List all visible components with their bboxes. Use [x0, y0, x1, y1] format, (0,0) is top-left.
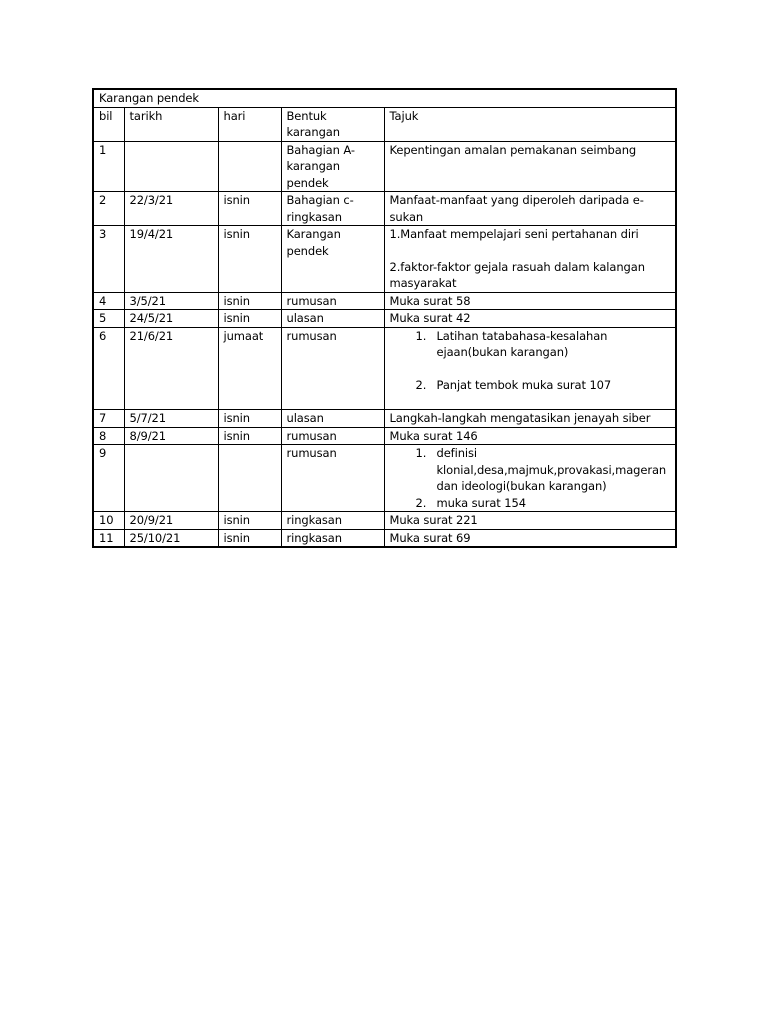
cell-bentuk: ringkasan	[281, 529, 384, 547]
table-row	[93, 226, 676, 293]
list-text: Latihan tatabahasa-kesalahan ejaan(bukan karangan)	[436, 328, 608, 359]
cell-tajuk: Langkah-langkah mengatasikan jenayah siber	[384, 410, 676, 428]
numbered-list	[390, 445, 672, 511]
cell-bil: 7	[93, 410, 124, 428]
cell-tajuk: Muka surat 146	[384, 427, 676, 445]
table-row	[93, 410, 676, 428]
header-hari: hari	[218, 107, 281, 141]
table-caption-row	[93, 89, 676, 107]
cell-bentuk: rumusan	[281, 445, 384, 512]
list-item	[415, 495, 672, 512]
cell-hari: isnin	[218, 292, 281, 310]
cell-hari	[218, 445, 281, 512]
cell-tajuk	[384, 226, 676, 293]
cell-tarikh: 8/9/21	[124, 427, 218, 445]
table-caption: Karangan pendek	[93, 89, 676, 107]
cell-hari: isnin	[218, 310, 281, 328]
table-row	[93, 529, 676, 547]
list-text: Panjat tembok muka surat 107	[436, 377, 612, 392]
table-row	[93, 141, 676, 192]
tajuk-paragraph: 2.faktor-faktor gejala rasuah dalam kalangan masyarakat	[389, 259, 645, 290]
cell-bentuk: rumusan	[281, 327, 384, 410]
cell-bil: 9	[93, 445, 124, 512]
karangan-schedule-table	[92, 88, 677, 548]
cell-tajuk: Muka surat 221	[384, 512, 676, 530]
list-item	[415, 377, 672, 394]
table-header-row	[93, 107, 676, 141]
header-bil: bil	[93, 107, 124, 141]
table-row	[93, 192, 676, 226]
header-tajuk: Tajuk	[384, 107, 676, 141]
cell-bentuk: rumusan	[281, 427, 384, 445]
table-row	[93, 310, 676, 328]
list-number: 2.	[415, 377, 427, 392]
cell-bil: 11	[93, 529, 124, 547]
cell-tarikh: 3/5/21	[124, 292, 218, 310]
table-row	[93, 292, 676, 310]
cell-tarikh: 5/7/21	[124, 410, 218, 428]
header-bentuk: Bentuk karangan	[281, 107, 384, 141]
cell-bentuk: ringkasan	[281, 512, 384, 530]
document-page	[92, 88, 675, 548]
cell-hari: isnin	[218, 226, 281, 293]
cell-hari: isnin	[218, 192, 281, 226]
cell-bentuk: ulasan	[281, 410, 384, 428]
numbered-list	[390, 328, 672, 410]
cell-tajuk	[384, 327, 676, 410]
cell-tarikh: 25/10/21	[124, 529, 218, 547]
list-number: 2.	[415, 495, 427, 510]
table-row	[93, 512, 676, 530]
list-number: 1.	[415, 328, 427, 343]
list-number: 1.	[415, 446, 427, 460]
table-row	[93, 427, 676, 445]
cell-tarikh: 21/6/21	[124, 327, 218, 410]
cell-tajuk: Muka surat 58	[384, 292, 676, 310]
cell-tarikh	[124, 445, 218, 512]
cell-bil: 6	[93, 327, 124, 410]
cell-tarikh: 24/5/21	[124, 310, 218, 328]
cell-tajuk: Muka surat 42	[384, 310, 676, 328]
cell-bentuk: Bahagian c-ringkasan	[281, 192, 384, 226]
cell-bentuk: rumusan	[281, 292, 384, 310]
cell-bil: 3	[93, 226, 124, 293]
table-row	[93, 445, 676, 512]
cell-bil: 10	[93, 512, 124, 530]
cell-hari: isnin	[218, 410, 281, 428]
cell-tajuk	[384, 445, 676, 512]
cell-bil: 1	[93, 141, 124, 192]
cell-bil: 4	[93, 292, 124, 310]
cell-hari: isnin	[218, 512, 281, 530]
list-item	[415, 328, 672, 361]
cell-bentuk: ulasan	[281, 310, 384, 328]
list-item	[415, 445, 672, 495]
list-text: muka surat 154	[436, 495, 526, 510]
cell-bentuk: Bahagian A-karangan pendek	[281, 141, 384, 192]
list-text: definisi klonial,desa,majmuk,provakasi,mageran dan ideologi(bukan karangan)	[436, 446, 667, 493]
cell-tarikh	[124, 141, 218, 192]
cell-hari: jumaat	[218, 327, 281, 410]
header-tarikh: tarikh	[124, 107, 218, 141]
cell-tarikh: 22/3/21	[124, 192, 218, 226]
cell-tajuk: Manfaat-manfaat yang diperoleh daripada e-sukan	[384, 192, 676, 226]
table-row	[93, 327, 676, 410]
cell-tajuk: Kepentingan amalan pemakanan seimbang	[384, 141, 676, 192]
cell-bentuk: Karangan pendek	[281, 226, 384, 293]
cell-hari	[218, 141, 281, 192]
cell-tajuk: Muka surat 69	[384, 529, 676, 547]
cell-bil: 8	[93, 427, 124, 445]
cell-hari: isnin	[218, 427, 281, 445]
cell-tarikh: 20/9/21	[124, 512, 218, 530]
cell-hari: isnin	[218, 529, 281, 547]
tajuk-paragraph: 1.Manfaat mempelajari seni pertahanan diri	[389, 227, 639, 241]
cell-tarikh: 19/4/21	[124, 226, 218, 293]
cell-bil: 5	[93, 310, 124, 328]
cell-bil: 2	[93, 192, 124, 226]
